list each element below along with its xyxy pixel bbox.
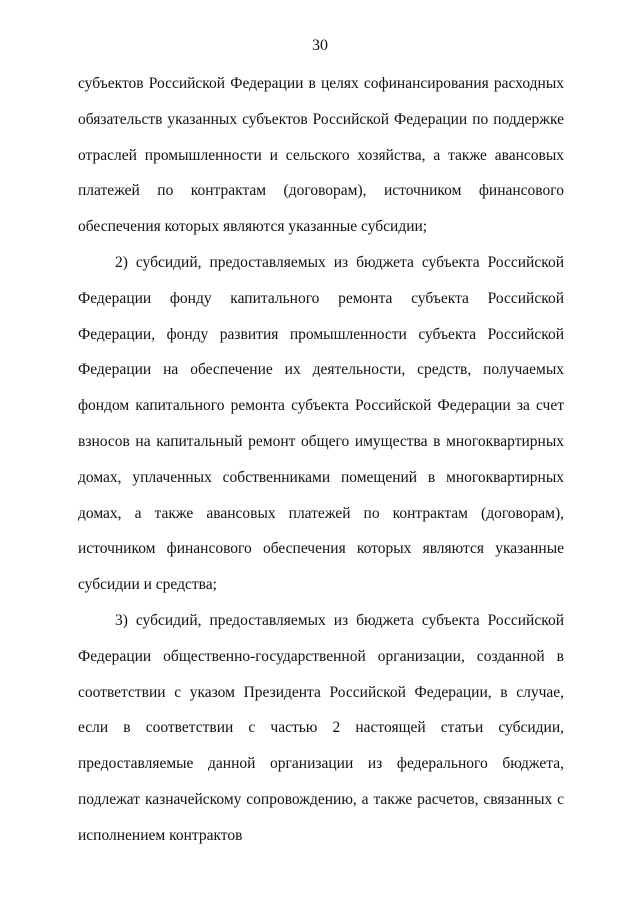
document-body <box>78 66 564 854</box>
paragraph-item-2: 2) субсидий, предоставляемых из бюджета субъекта Российской Федерации фонду капитального ремонта субъекта Российской Федерации, фонду развития промышленности субъекта Российской Федерации на обеспечение их деятельности, средств, получаемых фондом капитального ремонта субъекта Российской Федерации за счет взносов на капитальный ремонт общего имущества в многоквартирных домах, уплаченных собственниками помещений в многоквартирных домах, а также авансовых платежей по контрактам (договорам), источником финансового обеспечения которых являются указанные субсидии и средства; <box>78 253 564 594</box>
page-number: 30 <box>312 37 328 54</box>
paragraph-item-3: 3) субсидий, предоставляемых из бюджета субъекта Российской Федерации общественно-государственной организации, созданной в соответствии с указом Президента Российской Федерации, в случае, если в соответствии с частью 2 настоящей статьи субсидии, предоставляемые данной организации из федерального бюджета, подлежат казначейскому сопровождению, а также расчетов, связанных с исполнением контрактов <box>78 611 564 844</box>
paragraph-continuation: субъектов Российской Федерации в целях софинансирования расходных обязательств указанных субъектов Российской Федерации по поддержке отраслей промышленности и сельского хозяйства, а также авансовых платежей по контрактам (договорам), источником финансового обеспечения которых являются указанные субсидии; <box>78 75 564 236</box>
